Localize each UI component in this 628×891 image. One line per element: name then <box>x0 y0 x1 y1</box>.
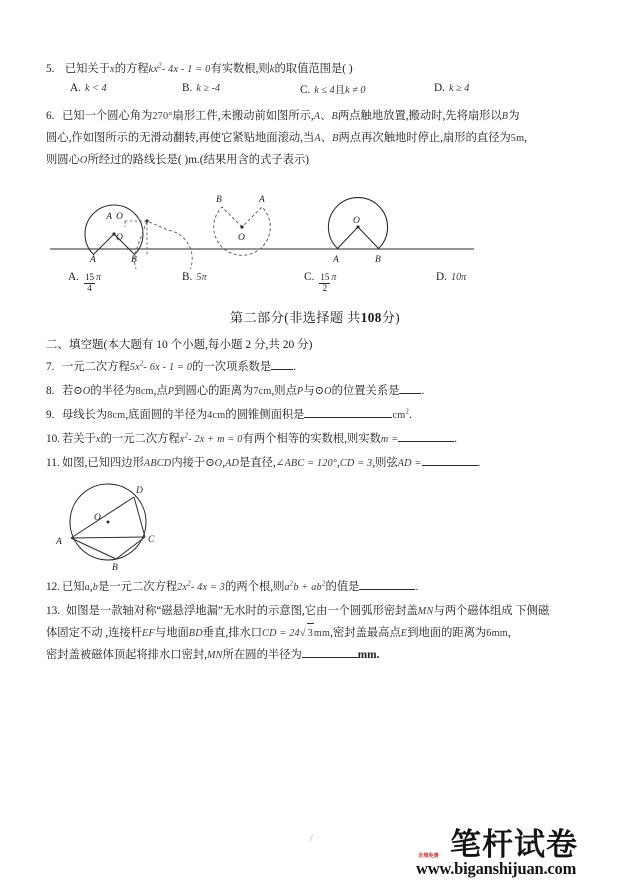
q13-rod-ef: EF <box>142 628 155 640</box>
q5-option-c[interactable] <box>300 82 434 97</box>
q6-l1-t1: 已知一个圆心角为 <box>62 110 153 123</box>
section-2-title-pre: 第二部分(非选择题 共 <box>229 309 361 325</box>
question-6-options <box>46 271 584 293</box>
q6-option-c-fraction <box>319 273 330 293</box>
q7-eq-lead: 5x <box>129 361 140 373</box>
watermark-badge: 全城免费 <box>418 852 439 859</box>
q6-diameter-value: 5m <box>510 133 525 145</box>
q10-equation <box>179 431 243 445</box>
q9-unit-text: cm <box>392 409 406 421</box>
q8-radius-value: 8cm <box>135 385 154 397</box>
q6-option-c[interactable] <box>304 271 436 293</box>
q5-option-b-value: k ≥ -4 <box>196 83 221 95</box>
q6-l2-point-a: A <box>314 133 321 145</box>
q6-option-a-fraction <box>84 273 95 293</box>
q8-t5: ,则点 <box>271 384 297 397</box>
q13-l2-t1: 体固定不动 ,连接杆 <box>46 627 143 640</box>
sector-2-dashed <box>214 207 271 255</box>
q5-option-c-value-a: k ≤ 4 <box>314 85 335 97</box>
fig1-label-O-top: O <box>116 212 123 223</box>
q12-eq-rest: - 4x = 3 <box>190 582 226 594</box>
question-8-number: 8. <box>46 384 55 397</box>
segment-ab <box>71 538 116 559</box>
question-6-number: 6. <box>46 110 55 123</box>
q6-l1-t4: 两点触地放置,搬动时,先将扇形以 <box>337 110 502 123</box>
q8-distance-value: 7cm <box>253 385 272 397</box>
q11-angle-abc: ∠ABC = 120° <box>275 458 338 469</box>
q11-t4: 是直径, <box>239 457 276 469</box>
q12-expr-a: a <box>284 582 290 594</box>
q7-eq-rest: - 6x - 1 = 0 <box>143 361 193 373</box>
q5-text-1: 已知关于 <box>64 63 111 75</box>
q6-point-a: A <box>313 111 321 123</box>
q9-t1: 母线长为 <box>62 408 108 421</box>
q13-point-e: E <box>400 628 408 640</box>
watermark <box>416 827 612 879</box>
q5-option-d-value: k ≥ 4 <box>448 83 470 95</box>
q8-circle-o: O <box>82 385 91 397</box>
q6-l1-t5: 为 <box>508 110 520 123</box>
q6-option-a-suffix: π <box>95 272 102 284</box>
q6-option-a-label: A. <box>68 271 79 284</box>
q5-option-a-value: k < 4 <box>84 83 107 95</box>
section-2-title <box>46 307 584 326</box>
q5-option-b[interactable] <box>182 82 300 97</box>
q10-eq-exponent: 2 <box>184 431 189 440</box>
q10-m-symbol: m = <box>380 433 399 445</box>
question-5 <box>46 58 584 80</box>
q11-segment-cd: CD = 3 <box>339 458 373 469</box>
q12-expr-b: b + ab <box>293 582 322 594</box>
q12-expr-b-exponent: 2 <box>321 579 326 588</box>
q12-expr-a-exponent: 2 <box>289 579 294 588</box>
q10-var-x: x <box>95 433 101 445</box>
q6-option-b-value: 5π <box>196 272 207 284</box>
q11-label-B: B <box>112 563 118 573</box>
question-9 <box>46 404 584 426</box>
segment-dc <box>134 497 145 537</box>
question-6-figure <box>46 177 584 269</box>
question-9-number: 9. <box>46 408 55 421</box>
question-12-number: 12. <box>46 581 61 594</box>
question-10 <box>46 428 584 450</box>
q12-eq-exponent: 2 <box>187 579 191 588</box>
center-dot-o <box>107 521 110 524</box>
q5-equation <box>148 61 211 75</box>
segment-bc <box>116 537 145 559</box>
q11-quadrilateral: ABCD <box>143 458 172 469</box>
q6-option-a[interactable] <box>68 271 182 293</box>
question-13-line-1 <box>46 600 584 622</box>
q6-l2-t4: , <box>524 132 528 145</box>
q6-point-b2: B <box>501 111 509 123</box>
q5-option-c-joiner: 且 <box>334 85 346 97</box>
q12-eq-lead: 2x <box>177 582 188 594</box>
question-7 <box>46 356 584 378</box>
q6-l2-point-b: B <box>332 133 339 145</box>
q13-answer-blank[interactable] <box>302 649 358 658</box>
question-11-figure <box>46 476 584 572</box>
q5-option-c-value-b: k ≠ 0 <box>345 85 366 97</box>
sector-rolling-diagram <box>46 177 476 269</box>
question-6-line-3 <box>46 149 584 171</box>
q8-t1: 若⊙ <box>62 384 83 397</box>
q10-answer-blank[interactable] <box>398 433 454 442</box>
q9-t4: . <box>409 408 412 421</box>
question-5-number: 5. <box>46 63 55 75</box>
q8-t6: 与⊙ <box>303 384 325 397</box>
fig1-label-A-top: A <box>106 212 112 223</box>
q8-t4: 到圆心的距离为 <box>174 384 254 397</box>
q6-center-o: O <box>79 155 88 167</box>
q12-t6: . <box>415 581 419 594</box>
q8-t8: . <box>421 384 425 397</box>
page-content <box>46 58 584 668</box>
question-11 <box>46 452 584 474</box>
fig2-label-A-top: A <box>259 195 265 206</box>
q13-ground-bd: BD <box>188 628 203 640</box>
q5-option-c-label: C. <box>300 84 311 97</box>
q5-text-4: 的取值范围是( ) <box>274 63 353 75</box>
q7-equation <box>129 359 193 373</box>
fig3-label-B: B <box>375 255 381 266</box>
fig1-label-A-base: A <box>90 255 96 266</box>
q13-l2-t2: 与地面 <box>154 627 189 640</box>
radical-icon: √ <box>299 628 306 640</box>
question-12 <box>46 576 584 598</box>
q11-t7: . <box>477 457 481 469</box>
q13-l1-t1: 如图是一款轴对称“磁悬浮地漏”无水时的示意图,它由一个圆弧形密封盖 <box>66 605 418 618</box>
question-11-number: 11. <box>46 457 60 469</box>
q6-option-c-label: C. <box>304 271 315 284</box>
question-5-stem <box>65 63 353 75</box>
page-number-mark: / <box>310 833 313 843</box>
q5-var-x: x <box>110 64 115 75</box>
q12-equation <box>177 579 226 594</box>
q5-var-k: k <box>269 64 275 75</box>
q9-answer-blank[interactable] <box>304 409 392 418</box>
q6-l2-t3: 两点再次触地时停止,扇形的直径为 <box>338 132 511 145</box>
q5-eq-exponent: 2 <box>158 61 162 70</box>
q10-t1: 若关于 <box>62 432 96 445</box>
question-6 <box>46 105 584 171</box>
q13-l2-t5: 到地面的距离为 <box>407 627 487 640</box>
q6-point-b: B <box>331 111 338 123</box>
fig2-label-O: O <box>238 233 245 244</box>
q10-t2: 的一元二次方程 <box>100 432 180 445</box>
q12-var-a: a <box>84 582 90 594</box>
watermark-url: www.biganshijuan.com <box>416 859 577 878</box>
fig2-label-B-top: B <box>216 195 222 206</box>
q13-height-value: 6mm <box>486 628 508 640</box>
q8-t7: 的位置关系是 <box>331 384 400 397</box>
question-5-options <box>46 82 584 97</box>
fig3-label-A: A <box>333 255 339 266</box>
q13-cd-pre: CD = 24 <box>262 628 300 640</box>
q10-eq-lead: x <box>179 433 185 445</box>
question-6-line-2 <box>46 127 584 149</box>
q7-eq-exponent: 2 <box>139 359 144 368</box>
q8-point-p2: P <box>296 385 304 397</box>
q11-label-O: O <box>94 513 101 524</box>
section-2-total-score: 108 <box>360 309 382 325</box>
q13-l3-arc-mn: MN <box>206 650 223 662</box>
q11-t1: 如图,已知四边形 <box>62 457 144 469</box>
q11-segment-ad: AD <box>225 458 240 469</box>
q11-label-D: D <box>136 486 143 497</box>
q13-cd-unit: mm <box>313 628 331 640</box>
q12-t4: 的两个根,则 <box>225 581 285 594</box>
q9-unit <box>392 407 410 421</box>
q6-l1-t3: 、 <box>320 110 332 123</box>
q9-slant-value: 8cm <box>107 409 126 421</box>
q11-chord-ad: AD = <box>397 458 422 469</box>
q5-text-3: 有实数根,则 <box>210 63 270 75</box>
q6-l2-t1: 圆心,作如图所示的无滑动翻转,再使它紧贴地面滚动,当 <box>46 132 315 145</box>
section-2-title-post: 分) <box>381 309 401 325</box>
q11-circle-o: O <box>214 458 223 469</box>
q5-eq-rest: - 4x - 1 = 0 <box>161 64 211 75</box>
q7-t3: . <box>293 360 297 373</box>
q11-label-C: C <box>148 535 155 546</box>
fig1-label-B-base: B <box>131 255 137 266</box>
q5-text-2: 的方程 <box>114 63 149 75</box>
q12-t3: 是一元二次方程 <box>98 581 178 594</box>
q7-t2: 的一次项系数是 <box>192 360 272 373</box>
q13-l3-t1: 密封盖被磁体顶起将排水口密封, <box>46 649 207 662</box>
q13-l1-t2: 与两个磁体组成 下侧磁 <box>433 605 550 618</box>
q13-cd-expression <box>262 628 330 639</box>
q7-t1: 一元二次方程 <box>62 360 130 373</box>
q6-option-d[interactable] <box>436 271 466 293</box>
question-7-number: 7. <box>46 360 55 373</box>
q11-t3: , <box>222 457 226 469</box>
sector-2-center-dot <box>240 225 243 228</box>
q6-option-b-label: B. <box>182 271 193 284</box>
question-13 <box>46 600 584 666</box>
q6-option-d-value: 10π <box>450 272 467 284</box>
q11-label-A: A <box>56 537 62 548</box>
q9-t2: ,底面圆的半径为 <box>125 408 208 421</box>
diameter-ad <box>71 497 134 538</box>
q5-option-d-label: D. <box>434 82 445 95</box>
q5-option-a[interactable] <box>70 82 182 97</box>
q8-point-p: P <box>167 385 175 397</box>
q13-sqrt-value: 3 <box>307 623 314 644</box>
q11-t2: 内接于⊙ <box>171 457 215 469</box>
q6-l2-t2: 、 <box>320 132 333 145</box>
q11-answer-blank[interactable] <box>422 457 478 466</box>
q11-t5: , <box>337 457 340 469</box>
q5-eq-lead: kx <box>148 64 159 75</box>
inscribed-quadrilateral-diagram <box>46 476 216 572</box>
q8-t2: 的半径为 <box>90 384 136 397</box>
q12-var-b: b <box>92 582 99 594</box>
watermark-brand: 笔杆试卷 <box>450 827 578 864</box>
q7-answer-blank[interactable] <box>271 360 293 369</box>
q9-radius-value: 4cm <box>207 409 226 421</box>
q6-option-c-suffix: π <box>331 272 337 284</box>
question-6-line-1 <box>46 105 584 127</box>
q12-t1: 已知 <box>62 581 85 594</box>
q8-circle-o2: O <box>324 385 332 397</box>
q6-l3-t1: 则圆心 <box>46 154 80 167</box>
q6-option-b[interactable] <box>182 271 304 293</box>
subsection-fill-in-blank: 二、填空题(本大题有 10 个小题,每小题 2 分,共 20 分) <box>46 338 313 351</box>
q6-option-d-label: D. <box>436 271 447 284</box>
sector-1-solid <box>85 205 143 255</box>
q13-l2-t3: 垂直,排水口 <box>202 627 263 640</box>
q8-answer-blank[interactable] <box>399 384 421 393</box>
question-8 <box>46 380 584 402</box>
fig3-label-O: O <box>353 216 360 227</box>
question-13-line-2 <box>46 622 584 644</box>
q10-t3: 有两个相等的实数根,则实数 <box>242 432 381 445</box>
q12-t5: 的值是 <box>325 581 360 594</box>
q5-option-b-label: B. <box>182 82 193 95</box>
q6-option-c-denominator: 2 <box>322 282 328 293</box>
q13-l2-t6: , <box>507 627 511 640</box>
q5-option-a-label: A. <box>70 82 81 95</box>
question-13-line-3 <box>46 644 584 666</box>
q13-l2-t4: ,密封盖最高点 <box>330 627 401 640</box>
q12-expression <box>284 579 326 594</box>
q11-t6: ,则弦 <box>372 457 398 469</box>
q6-angle-value: 270° <box>152 111 173 123</box>
q12-answer-blank[interactable] <box>359 581 415 590</box>
q8-t3: ,点 <box>153 384 168 397</box>
q13-l3-t2: 所在圆的半径为 <box>222 649 302 662</box>
q9-t3: 的圆锥侧面积是 <box>225 408 305 421</box>
q10-t4: . <box>454 432 458 445</box>
q6-l3-t2: 所经过的路线长是( )m.(结果用含的式子表示) <box>87 154 310 167</box>
q10-eq-rest: - 2x + m = 0 <box>188 433 243 445</box>
q6-option-c-numerator: 15 <box>320 272 330 283</box>
q13-unit: mm. <box>357 649 380 662</box>
question-13-number: 13. <box>46 605 61 618</box>
q6-option-a-denominator: 4 <box>87 282 92 293</box>
question-10-number: 10. <box>46 432 61 445</box>
q9-unit-exponent: 2 <box>405 407 410 416</box>
q5-option-d[interactable] <box>434 82 469 97</box>
q13-arc-mn: MN <box>417 606 434 618</box>
q12-t2: , <box>89 581 93 594</box>
q6-option-a-numerator: 15 <box>84 272 94 283</box>
q6-l1-t2: 扇形工件,未搬动前如图所示, <box>172 110 314 123</box>
segment-ac <box>71 537 145 538</box>
fig1-label-O-mid: O <box>116 233 123 244</box>
